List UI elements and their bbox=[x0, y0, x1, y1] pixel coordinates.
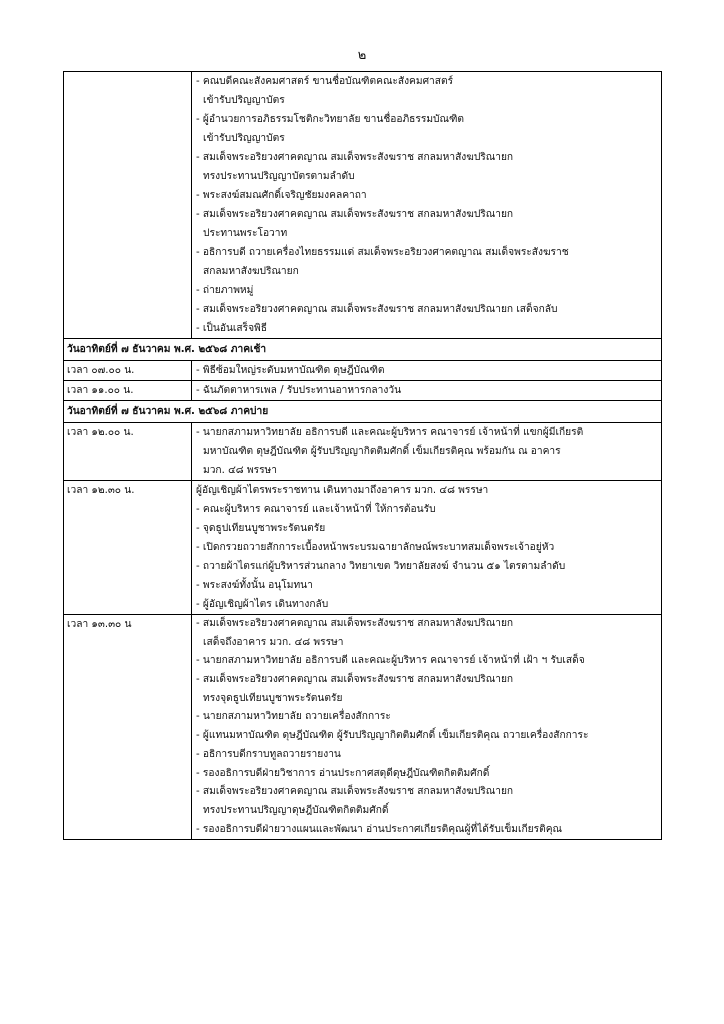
activity-line: สกลมหาสังฆปริณายก bbox=[203, 266, 299, 277]
activity-list bbox=[196, 361, 659, 380]
activity-line: มหาบัณฑิต ดุษฎีบัณฑิต ผู้รับปริญญากิตติมศักดิ์ เข็มเกียรติคุณ พร้อมกัน ณ อาคาร bbox=[203, 446, 561, 457]
activity-line: - รองอธิการบดีฝ่ายวางแผนและพัฒนา อ่านประกาศเกียรติคุณผู้ที่ได้รับเข็มเกียรติคุณ bbox=[196, 823, 562, 835]
activity-line: ทรงประทานปริญญาดุษฎีบัณฑิตกิตติมศักดิ์ bbox=[203, 804, 389, 816]
activity-line: - สมเด็จพระอริยวงศาคตญาณ สมเด็จพระสังฆราช สกลมหาสังฆปริณายก เสด็จกลับ bbox=[196, 304, 558, 315]
activity-line: - ถ่ายภาพหมู่ bbox=[196, 285, 254, 296]
activity-line: - อธิการบดี ถวายเครื่องไทยธรรมแด่ สมเด็จพระอริยวงศาคตญาณ สมเด็จพระสังฆราช bbox=[196, 247, 569, 258]
activity-cell bbox=[192, 423, 662, 481]
activity-list bbox=[196, 72, 659, 338]
activity-line: - ผู้อำนวยการอภิธรรมโชติกะวิทยาลัย ขานชื่ออภิธรรมบัณฑิต bbox=[196, 114, 465, 125]
activity-line: - พระสงฆ์สมณศักดิ์เจริญชัยมงคลคาถา bbox=[196, 190, 367, 201]
activity-list bbox=[196, 423, 659, 480]
time-cell: เวลา ๐๗.๐๐ น. bbox=[64, 361, 192, 381]
activity-line: - สมเด็จพระอริยวงศาคตญาณ สมเด็จพระสังฆราช สกลมหาสังฆปริณายก bbox=[196, 209, 514, 220]
day-header-afternoon: วันอาทิตย์ที่ ๗ ธันวาคม พ.ศ. ๒๕๖๘ ภาคบ่าย bbox=[64, 401, 662, 423]
activity-cell bbox=[192, 615, 662, 840]
activity-cell bbox=[192, 481, 662, 615]
activity-line: ทรงประทานปริญญาบัตรตามลำดับ bbox=[203, 171, 355, 182]
activity-cell bbox=[192, 361, 662, 381]
page-number: ๒ bbox=[357, 48, 367, 63]
table-row bbox=[64, 423, 662, 481]
activity-line: - ผู้แทนมหาบัณฑิต ดุษฎีบัณฑิต ผู้รับปริญญากิตติมศักดิ์ เข็มเกียรติคุณ ถวายเครื่องสักการะ bbox=[196, 730, 589, 742]
day-header-row bbox=[64, 401, 662, 423]
activity-line: - สมเด็จพระอริยวงศาคตญาณ สมเด็จพระสังฆราช สกลมหาสังฆปริณายก bbox=[196, 618, 514, 629]
time-cell: เวลา ๑๓.๓๐ น bbox=[64, 615, 192, 840]
activity-line: เสด็จถึงอาคาร มวก. ๔๘ พรรษา bbox=[203, 636, 344, 648]
activity-line: - สมเด็จพระอริยวงศาคตญาณ สมเด็จพระสังฆราช สกลมหาสังฆปริณายก bbox=[196, 674, 514, 686]
time-cell: เวลา ๑๒.๓๐ น. bbox=[64, 481, 192, 615]
activity-line: - เป็นอันเสร็จพิธี bbox=[196, 323, 267, 334]
activity-list bbox=[196, 381, 659, 400]
activity-line: มวก. ๔๘ พรรษา bbox=[203, 465, 277, 476]
table-row bbox=[64, 361, 662, 381]
activity-line: - เปิดกรวยถวายสักการะเบื้องหน้าพระบรมฉายาลักษณ์พระบาทสมเด็จพระเจ้าอยู่หัว bbox=[196, 542, 555, 553]
activity-line: ทรงจุดธูปเทียนบูชาพระรัตนตรัย bbox=[203, 692, 343, 704]
activity-line: - นายกสภามหาวิทยาลัย ถวายเครื่องสักการะ bbox=[196, 711, 391, 723]
activity-line: - รองอธิการบดีฝ่ายวิชาการ อ่านประกาศสดุดีดุษฎีบัณฑิตกิตติมศักดิ์ bbox=[196, 767, 490, 779]
activity-line: - สมเด็จพระอริยวงศาคตญาณ สมเด็จพระสังฆราช สกลมหาสังฆปริณายก bbox=[196, 786, 514, 798]
time-cell: เวลา ๑๒.๐๐ น. bbox=[64, 423, 192, 481]
activity-line: - พิธีซ้อมใหญ่ระดับมหาบัณฑิต ดุษฎีบัณฑิต bbox=[196, 365, 385, 376]
activity-line: - นายกสภามหาวิทยาลัย อธิการบดี และคณะผู้บริหาร คณาจารย์ เจ้าหน้าที่ แขกผู้มีเกียรติ bbox=[196, 427, 584, 438]
activity-line: - คณบดีคณะสังคมศาสตร์ ขานชื่อบัณฑิตคณะสังคมศาสตร์ bbox=[196, 76, 454, 87]
table-row bbox=[64, 381, 662, 401]
activity-line: เข้ารับปริญญาบัตร bbox=[203, 95, 285, 106]
activity-line: เข้ารับปริญญาบัตร bbox=[203, 133, 285, 144]
table-row bbox=[64, 72, 662, 339]
activity-cell bbox=[192, 72, 662, 339]
time-cell: เวลา ๑๑.๐๐ น. bbox=[64, 381, 192, 401]
activity-list bbox=[196, 481, 659, 614]
activity-line: - พระสงฆ์ทั้งนั้น อนุโมทนา bbox=[196, 580, 313, 591]
activity-line: - ฉันภัตตาหารเพล / รับประทานอาหารกลางวัน bbox=[196, 385, 402, 396]
activity-line: ผู้อัญเชิญผ้าไตรพระราชทาน เดินทางมาถึงอาคาร มวก. ๔๘ พรรษา bbox=[196, 485, 489, 496]
day-header-row bbox=[64, 339, 662, 361]
table-row bbox=[64, 481, 662, 615]
activity-line: - สมเด็จพระอริยวงศาคตญาณ สมเด็จพระสังฆราช สกลมหาสังฆปริณายก bbox=[196, 152, 514, 163]
activity-line: ประทานพระโอวาท bbox=[203, 228, 288, 239]
activity-line: - จุดธูปเทียนบูชาพระรัตนตรัย bbox=[196, 523, 326, 534]
table-row bbox=[64, 615, 662, 840]
schedule-table bbox=[63, 71, 662, 840]
time-cell bbox=[64, 72, 192, 339]
activity-line: - ถวายผ้าไตรแก่ผู้บริหารส่วนกลาง วิทยาเขต วิทยาลัยสงฆ์ จำนวน ๕๑ ไตรตามลำดับ bbox=[196, 561, 566, 572]
activity-line: - นายกสภามหาวิทยาลัย อธิการบดี และคณะผู้บริหาร คณาจารย์ เจ้าหน้าที่ เฝ้า ฯ รับเสด็จ bbox=[196, 655, 585, 667]
activity-cell bbox=[192, 381, 662, 401]
activity-line: - คณะผู้บริหาร คณาจารย์ และเจ้าหน้าที่ ให้การต้อนรับ bbox=[196, 504, 436, 515]
activity-list bbox=[196, 615, 659, 839]
day-header-morning: วันอาทิตย์ที่ ๗ ธันวาคม พ.ศ. ๒๕๖๘ ภาคเช้า bbox=[64, 339, 662, 361]
activity-line: - อธิการบดีกราบทูลถวายรายงาน bbox=[196, 748, 341, 760]
activity-line: - ผู้อัญเชิญผ้าไตร เดินทางกลับ bbox=[196, 599, 329, 610]
